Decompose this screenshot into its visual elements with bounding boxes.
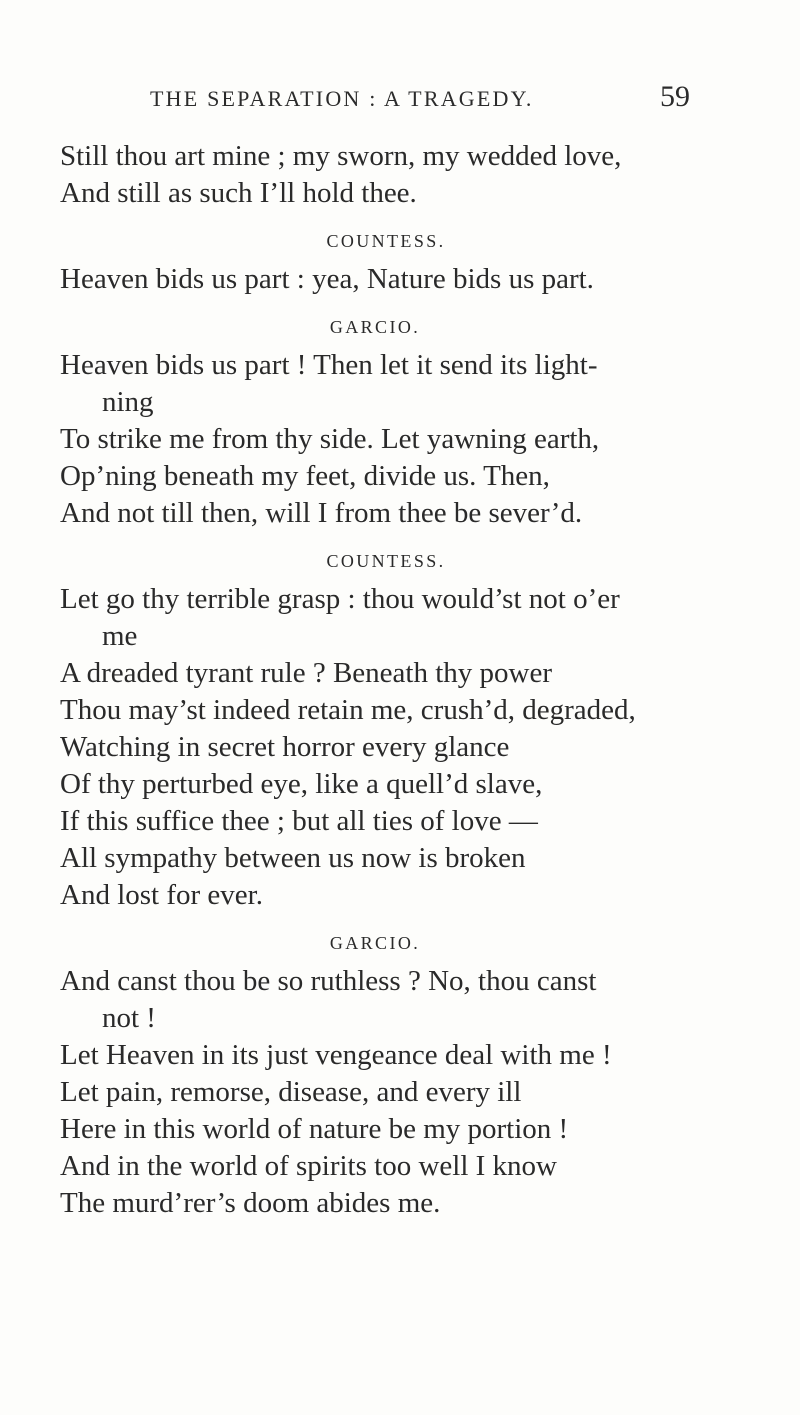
verse-line: All sympathy between us now is broken: [60, 842, 526, 874]
page-number: 59: [660, 80, 690, 113]
verse-line: And canst thou be so ruthless ? No, thou canst: [60, 965, 597, 997]
verse-text: [60, 138, 720, 1222]
speaker-name: GARCIO.: [329, 933, 421, 953]
verse-line: And not till then, will I from thee be sever’d.: [60, 497, 583, 529]
running-title: THE SEPARATION : A TRAGEDY.: [150, 86, 534, 111]
speaker-name: GARCIO.: [329, 317, 421, 337]
verse-line: Let pain, remorse, disease, and every ill: [60, 1076, 522, 1108]
verse-line: Let go thy terrible grasp : thou would’st not o’er: [60, 583, 620, 615]
speaker-name: COUNTESS.: [326, 551, 446, 571]
verse-line: Heaven bids us part : yea, Nature bids us part.: [60, 263, 594, 295]
verse-line: Of thy perturbed eye, like a quell’d slave,: [60, 768, 543, 800]
verse-line: And in the world of spirits too well I know: [60, 1150, 557, 1182]
verse-line: And still as such I’ll hold thee.: [60, 177, 417, 209]
verse-line: Let Heaven in its just vengeance deal with me !: [60, 1039, 612, 1071]
verse-line-continuation: not !: [102, 1002, 156, 1034]
verse-line: Op’ning beneath my feet, divide us. Then,: [60, 460, 550, 492]
verse-line: To strike me from thy side. Let yawning earth,: [60, 423, 600, 455]
speaker-name: COUNTESS.: [326, 231, 446, 251]
verse-line: The murd’rer’s doom abides me.: [60, 1187, 441, 1219]
verse-line: Heaven bids us part ! Then let it send its light-: [60, 349, 598, 381]
verse-line-continuation: me: [102, 620, 138, 652]
verse-line: A dreaded tyrant rule ? Beneath thy power: [60, 657, 553, 689]
verse-line-continuation: ning: [102, 386, 154, 418]
verse-line: Watching in secret horror every glance: [60, 731, 510, 763]
verse-line: Still thou art mine ; my sworn, my wedded love,: [60, 140, 622, 172]
verse-line: Here in this world of nature be my portion !: [60, 1113, 569, 1145]
verse-line: And lost for ever.: [60, 879, 263, 911]
verse-line: If this suffice thee ; but all ties of love —: [60, 805, 538, 837]
verse-line: Thou may’st indeed retain me, crush’d, degraded,: [60, 694, 636, 726]
